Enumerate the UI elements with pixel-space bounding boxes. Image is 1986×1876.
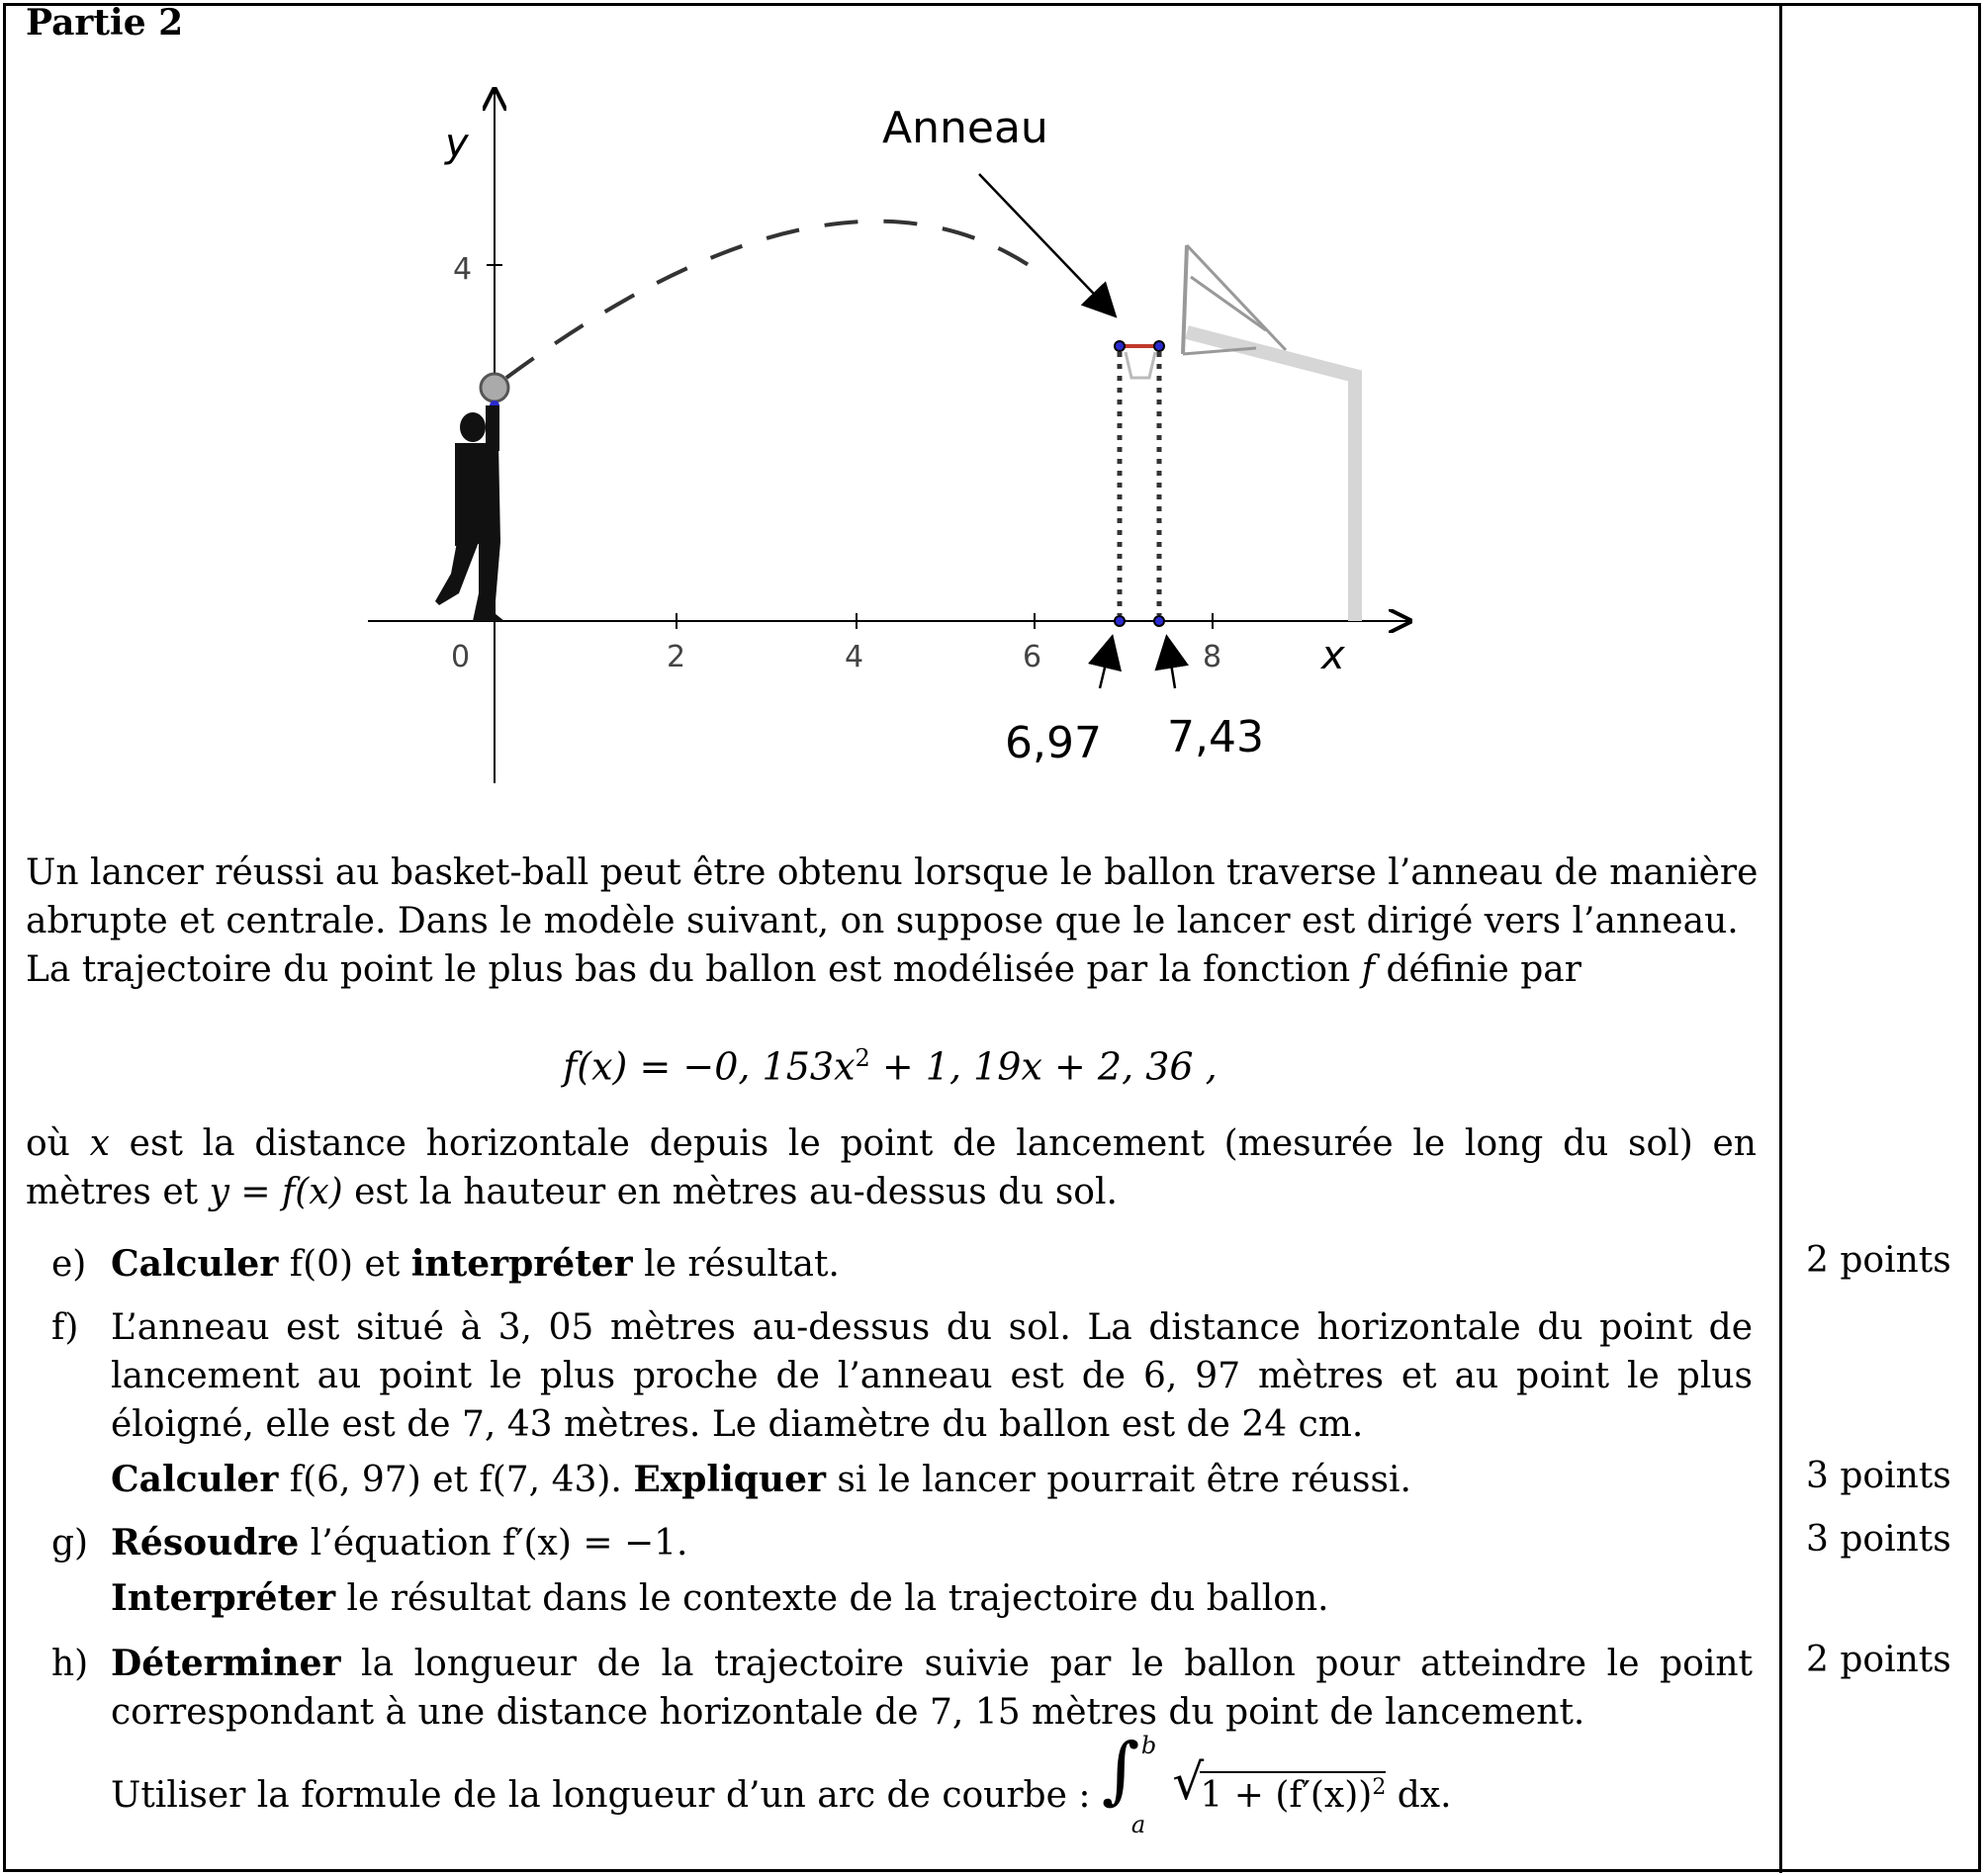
- hoop-label: Anneau: [882, 103, 1048, 153]
- points-e: 2 points: [1806, 1240, 1951, 1281]
- basket-stand: [1183, 245, 1355, 621]
- question-h: h) Déterminer la longueur de la trajectoire suivie par le ballon pour atteindre le point correspondant à une distance horizontale de 7, 15 mètres du point de lancement. Utiliser la formule de la longueur d’un arc de courbe : ∫ b a √ $1 + (f'(x))^2$ dx.: [0, 1640, 1780, 1867]
- basketball-figure: [356, 79, 1424, 791]
- x-tick-8: 8: [1203, 640, 1222, 674]
- trajectory-diagram: [356, 79, 1424, 791]
- far-point-label: 7,43: [1167, 712, 1264, 762]
- variables-explanation: où x est la distance horizontale depuis le point de lancement (mesurée le long du sol) en mètres et y = f(x) est la hauteur en mètres au-dessus du sol.: [26, 1123, 1757, 1212]
- arc-length-formula: Utiliser la formule de la longueur d’un arc de courbe : ∫ b a √ $1 + (f'(x))^2$ dx.: [111, 1728, 1452, 1838]
- section-title: Partie 2: [26, 2, 184, 44]
- ball: [481, 374, 508, 402]
- x-tick-6: 6: [1023, 640, 1042, 674]
- intro-paragraph: [26, 849, 1766, 994]
- intro-line-2: abrupte et centrale. Dans le modèle suivant, on suppose que le lancer est dirigé vers l’anneau.: [26, 901, 1739, 941]
- question-g: g) Résoudre l’équation f′(x) = −1. Interpréter le résultat dans le contexte de la trajectoire du ballon.: [0, 1519, 1780, 1638]
- hoop-arrow: [979, 174, 1114, 314]
- question-label: g): [51, 1523, 89, 1563]
- hoop-net: [1126, 352, 1155, 378]
- far-point-arrow: [1167, 639, 1175, 688]
- y-tick-4: 4: [453, 252, 473, 287]
- x-tick-4: 4: [845, 640, 864, 674]
- y-axis-label: y: [445, 121, 469, 166]
- points-h: 2 points: [1806, 1640, 1951, 1680]
- x-tick-0: 0: [451, 640, 471, 674]
- question-f: f) L’anneau est situé à 3, 05 mètres au-dessus du sol. La distance horizontale du point de lancement au point le plus proche de l’anneau est de 6, 97 mètres et au point le plus éloigné, elle est de 7, 43 mètres. Le diamètre du ballon est de 24 cm. Calculer f(6, 97) et f(7, 43). Expliquer si le lancer pourrait être réussi.: [0, 1303, 1780, 1521]
- question-label: f): [51, 1307, 79, 1348]
- points-f: 3 points: [1806, 1456, 1951, 1496]
- function-definition: f(x) = −0, $153x^2 + 1$, 19x + 2, 36 ,: [563, 1044, 1218, 1089]
- intro-line-3: La trajectoire du point le plus bas du ballon est modélisée par la fonction f définie par: [26, 949, 1581, 990]
- question-e: e) Calculer f(0) et interpréter le résultat.: [0, 1240, 1780, 1299]
- intro-line-1: Un lancer réussi au basket-ball peut être obtenu lorsque le ballon traverse l’anneau de manière: [26, 852, 1759, 893]
- near-point-arrow: [1100, 639, 1112, 688]
- x-tick-2: 2: [667, 640, 686, 674]
- ball-trajectory: [506, 222, 1029, 378]
- question-f-context: L’anneau est situé à 3, 05 mètres au-dessus du sol. La distance horizontale du point de lancement au point le plus proche de l’anneau est de 6, 97 mètres et au point le plus éloigné, elle est de 7, 43 mètres. Le diamètre du ballon est de 24 cm.: [111, 1307, 1753, 1445]
- player-silhouette: [435, 405, 504, 621]
- near-point-label: 6,97: [1005, 718, 1102, 768]
- x-axis-label: x: [1321, 633, 1345, 678]
- question-label: h): [51, 1644, 89, 1684]
- question-label: e): [51, 1244, 87, 1285]
- points-g: 3 points: [1806, 1519, 1951, 1560]
